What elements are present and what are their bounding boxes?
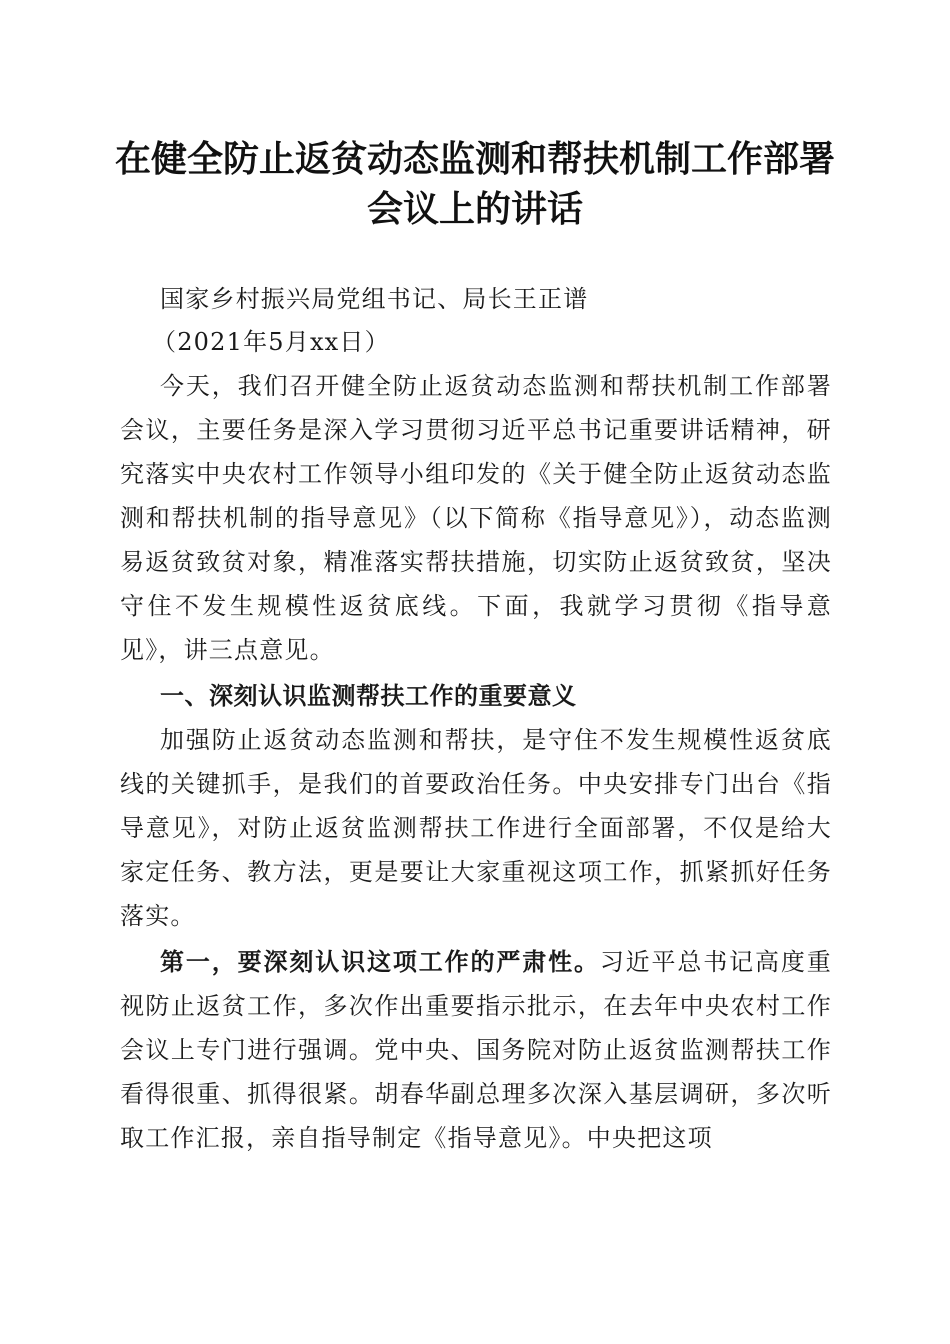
document-title <box>100 134 850 234</box>
title-line-2: 会议上的讲话 <box>366 188 583 230</box>
point-1-lead: 第一，要深刻认识这项工作的严肃性。 <box>160 947 600 976</box>
title-line-1: 在健全防止返贫动态监测和帮扶机制工作部署 <box>114 138 835 180</box>
date-line: （2021年5月xx日） <box>152 328 390 356</box>
section-1-heading: 一、深刻认识监测帮扶工作的重要意义 <box>160 682 577 710</box>
intro-paragraph: 今天，我们召开健全防止返贫动态监测和帮扶机制工作部署会议，主要任务是深入学习贯彻习近平总书记重要讲话精神，研究落实中央农村工作领导小组印发的《关于健全防止返贫动态监测和帮扶机制的指导意见》（以下简称《指导意见》），动态监测易返贫致贫对象，精准落实帮扶措施，切实防止返贫致贫，坚决守住不发生规模性返贫底线。下面，我就学习贯彻《指导意见》，讲三点意见。 <box>120 372 832 664</box>
author-line: 国家乡村振兴局党组书记、局长王正谱 <box>160 285 589 313</box>
point-1-text: 习近平总书记高度重视防止返贫工作，多次作出重要指示批示，在去年中央农村工作会议上专门进行强调。党中央、国务院对防止返贫监测帮扶工作看得很重、抓得很紧。胡春华副总理多次深入基层调研，多次听取工作汇报，亲自指导制定《指导意见》。中央把这项 <box>120 948 832 1152</box>
section-1-paragraph: 加强防止返贫动态监测和帮扶，是守住不发生规模性返贫底线的关键抓手，是我们的首要政治任务。中央安排专门出台《指导意见》，对防止返贫监测帮扶工作进行全面部署，不仅是给大家定任务、教方法，更是要让大家重视这项工作，抓紧抓好任务落实。 <box>120 726 832 930</box>
point-1-paragraph <box>120 940 832 1160</box>
